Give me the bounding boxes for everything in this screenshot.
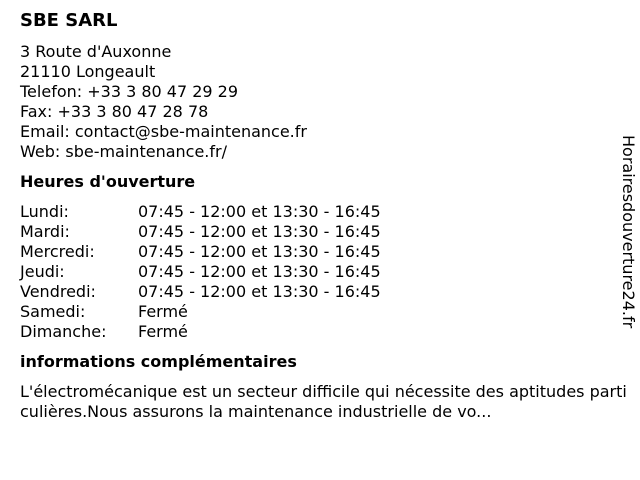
hours-time: 07:45 - 12:00 et 13:30 - 16:45 [138, 242, 381, 261]
hours-time: Fermé [138, 302, 188, 321]
hours-day: Samedi: [20, 302, 86, 321]
hours-time: 07:45 - 12:00 et 13:30 - 16:45 [138, 282, 381, 301]
hours-row [20, 322, 381, 342]
hours-time: 07:45 - 12:00 et 13:30 - 16:45 [138, 222, 381, 241]
business-listing [20, 10, 627, 422]
hours-row [20, 282, 381, 302]
hours-row [20, 222, 381, 242]
address-line-1: 3 Route d'Auxonne [20, 42, 172, 61]
additional-info-heading: informations complémentaires [20, 352, 297, 371]
hours-row [20, 202, 381, 222]
hours-day: Lundi: [20, 202, 69, 221]
hours-day: Jeudi: [20, 262, 65, 281]
hours-day: Mardi: [20, 222, 70, 241]
phone-line: Telefon: +33 3 80 47 29 29 [20, 82, 239, 101]
additional-info-text: L'électromécanique est un secteur difficile qui nécessite des aptitudes particulières.Nous assurons la maintenance industrielle de vo... [20, 382, 627, 421]
hours-time: 07:45 - 12:00 et 13:30 - 16:45 [138, 202, 381, 221]
hours-day: Mercredi: [20, 242, 95, 261]
opening-hours-table [20, 202, 381, 342]
hours-row [20, 302, 381, 322]
web-line: Web: sbe-maintenance.fr/ [20, 142, 227, 161]
hours-time: 07:45 - 12:00 et 13:30 - 16:45 [138, 262, 381, 281]
company-name: SBE SARL [20, 10, 118, 31]
hours-day: Dimanche: [20, 322, 107, 341]
site-watermark: Horairesdouverture24.fr [619, 135, 638, 329]
hours-day: Vendredi: [20, 282, 96, 301]
opening-hours-heading: Heures d'ouverture [20, 172, 196, 191]
email-line: Email: contact@sbe-maintenance.fr [20, 122, 307, 141]
fax-line: Fax: +33 3 80 47 28 78 [20, 102, 209, 121]
hours-row [20, 262, 381, 282]
address-line-2: 21110 Longeault [20, 62, 156, 81]
hours-row [20, 242, 381, 262]
hours-time: Fermé [138, 322, 188, 341]
